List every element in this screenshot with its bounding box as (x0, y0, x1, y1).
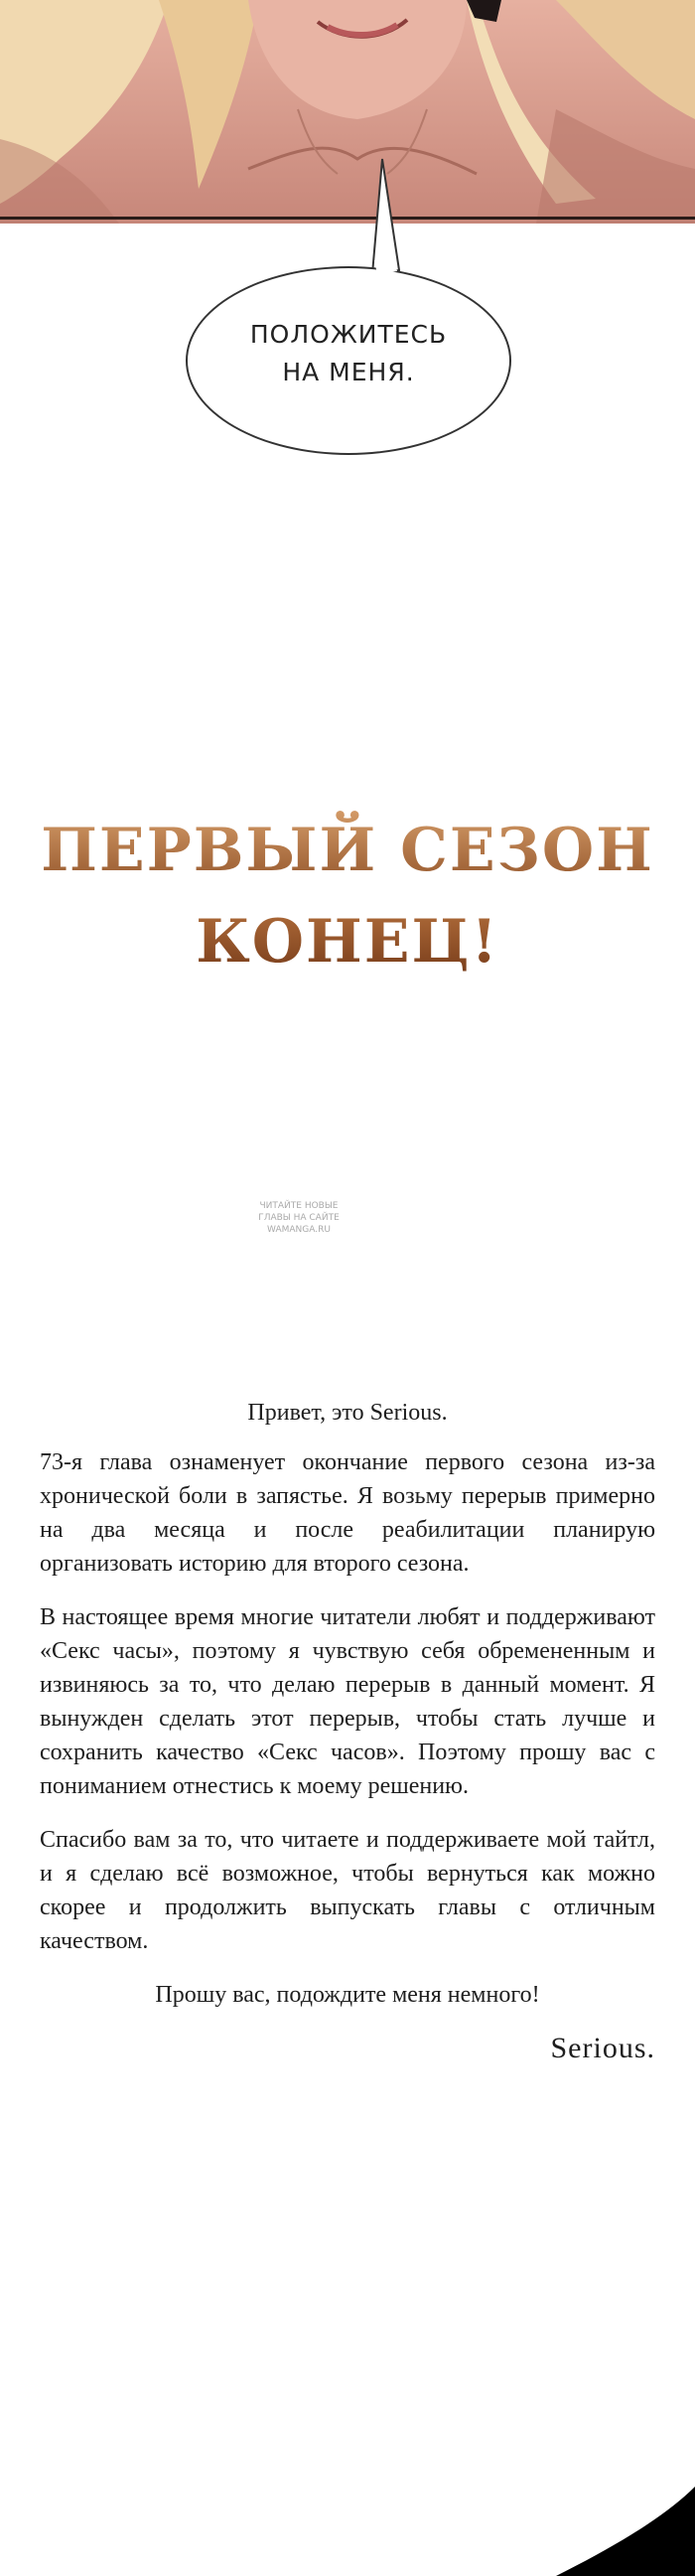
watermark-line-1: ЧИТАЙТЕ НОВЫЕ (259, 1201, 339, 1211)
watermark-line-3: WAMANGA.RU (267, 1225, 331, 1235)
letter-paragraph-3: Спасибо вам за то, что читаете и поддерживаете мой тайтл, и я сделаю всё возможное, чтобы вернуться как можно скорее и продолжить выпускать главы с отличным качеством. (40, 1827, 655, 1954)
watermark-line-2: ГЛАВЫ НА САЙТЕ (258, 1213, 340, 1223)
title-line-1: ПЕРВЫЙ СЕЗОН (0, 805, 695, 896)
letter-paragraph-2: В настоящее время многие читатели любят и поддерживают «Секс часы», поэтому я чувствую себя обремененным и извиняюсь за то, что делаю перерыв в данный момент. Я вынужден сделать этот перерыв, чтобы стать лучше и сохранить качество «Секс часов». Поэтому прошу вас с пониманием отнестись к моему решению. (40, 1604, 655, 1799)
speech-bubble-text (186, 316, 511, 391)
letter-paragraph-1: 73-я глава ознаменует окончание первого сезона из-за хронической боли в запястье. Я возьму перерыв примерно на два месяца и после реабилитации планирую организовать историю для второго сезона. (40, 1449, 655, 1577)
comic-panel-illustration (0, 0, 695, 224)
character-illustration (0, 0, 695, 224)
panel-border (0, 217, 695, 220)
decorative-corner-shape (556, 2487, 695, 2576)
letter-signature: Serious. (550, 2032, 655, 2064)
speech-bubble-line-1: ПОЛОЖИТЕСЬ (249, 320, 448, 349)
site-watermark (253, 1200, 345, 1236)
speech-bubble-line-2: НА МЕНЯ. (282, 358, 415, 386)
letter-plea: Прошу вас, подождите меня немного! (155, 1982, 540, 2008)
season-end-title (0, 805, 695, 987)
title-line-2: КОНЕЦ! (0, 896, 695, 987)
letter-greeting: Привет, это Serious. (247, 1400, 448, 1426)
author-letter (40, 1396, 655, 2085)
